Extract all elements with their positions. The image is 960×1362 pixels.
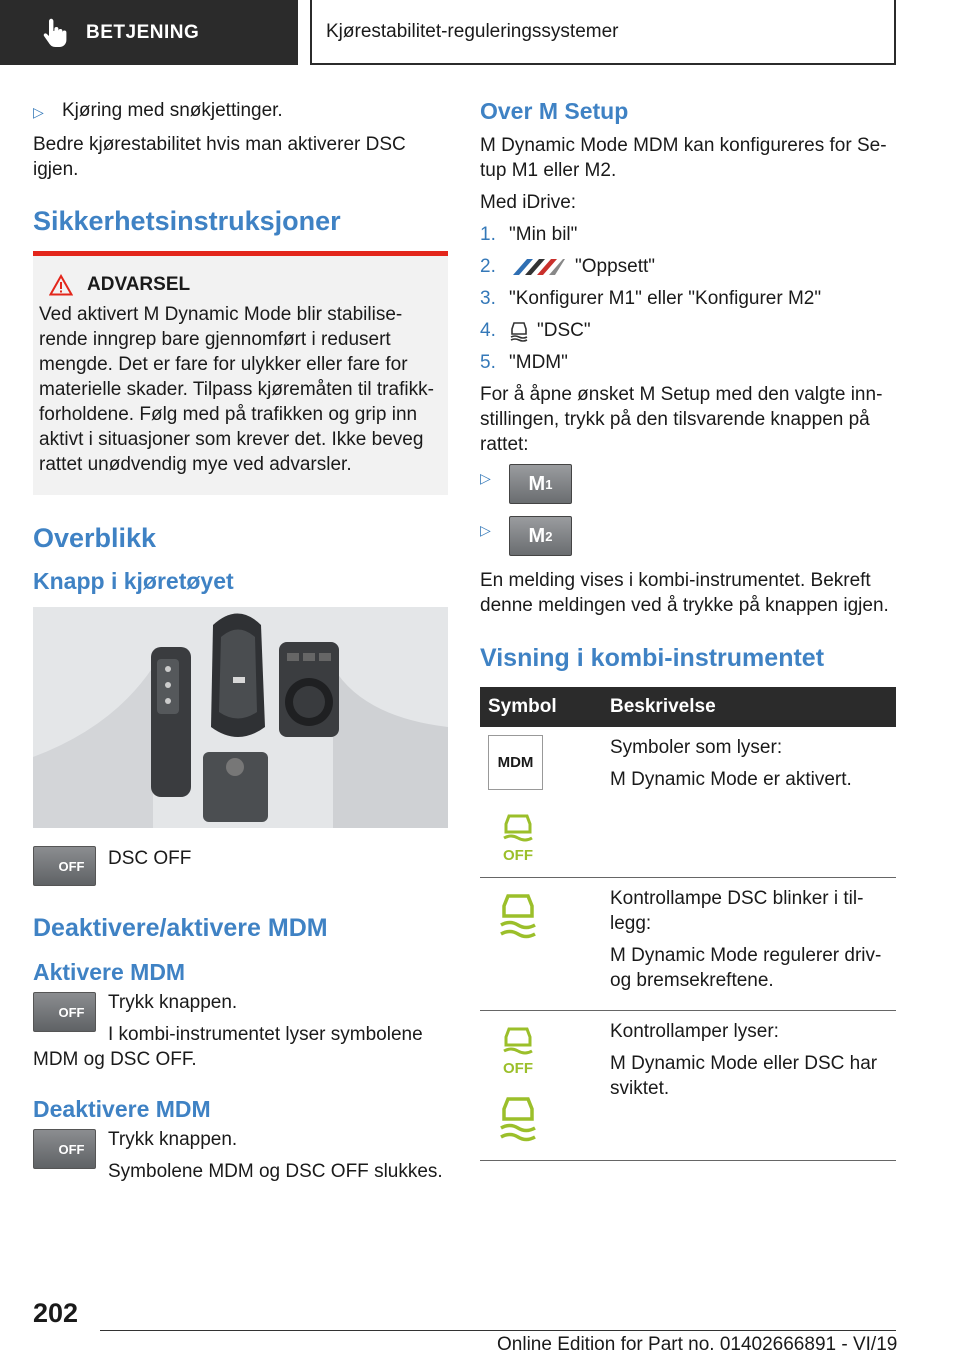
triangle-bullet-icon: ▷	[33, 104, 44, 120]
deactivate-step-1: Trykk knappen.	[108, 1129, 238, 1150]
m2-button-sup: 2	[545, 528, 553, 544]
dsc-off-green-text: OFF	[503, 847, 533, 864]
center-console-photo	[33, 607, 448, 828]
activate-block	[33, 990, 448, 1072]
triangle-bullet-icon: ▷	[480, 522, 491, 538]
paragraph: M Dynamic Mode MDM kan konfigureres for Setup M1 eller M2.	[480, 135, 887, 181]
step-text: "Konfigurer M1" eller "Konfigurer M2"	[509, 288, 822, 309]
heading-button-in-vehicle: Knapp i kjøretøyet	[33, 568, 234, 594]
warning-triangle-icon	[49, 274, 73, 296]
dsc-green-icon	[496, 892, 540, 942]
step-text: "MDM"	[509, 352, 568, 373]
step-item	[480, 222, 896, 247]
dsc-off-label: DSC OFF	[108, 848, 192, 869]
m1-button[interactable]	[509, 464, 572, 504]
description-line: M Dynamic Mode er aktivert.	[610, 769, 852, 790]
deactivate-block	[33, 1127, 448, 1184]
dsc-off-legend	[33, 846, 448, 886]
dsc-off-button[interactable]	[33, 1129, 96, 1169]
paragraph: En melding vises i kombi-instrumentet. Bekreft denne meldingen ved å trykke på knappen igjen.	[480, 570, 889, 616]
warning-title	[39, 274, 438, 296]
mdm-indicator	[488, 735, 543, 790]
step-number: 5.	[480, 352, 496, 373]
description-line: Kontrollamper lyser:	[610, 1020, 779, 1042]
step-item	[480, 254, 896, 279]
step-number: 4.	[480, 320, 496, 341]
section-label: BETJENING	[86, 21, 200, 43]
dsc-off-button-text: OFF	[58, 1141, 85, 1157]
m2-button[interactable]	[509, 516, 572, 556]
step-number: 1.	[480, 224, 496, 245]
section-tab	[0, 0, 298, 65]
edition-text: Online Edition for Part no. 01402666891 - VI/19	[497, 1334, 898, 1355]
step-number: 2.	[480, 256, 496, 277]
dsc-off-green-text: OFF	[503, 1059, 533, 1077]
dsc-off-button-text: OFF	[58, 858, 85, 874]
footer-divider	[100, 1330, 896, 1331]
chapter-title: Kjørestabilitet-reguleringssystemer	[326, 20, 619, 42]
paragraph: For å åpne ønsket M Setup med den valgte innstillingen, trykk på den tilsvarende knappen på rattet:	[480, 384, 883, 455]
dsc-car-icon	[509, 320, 529, 342]
symbol-cell	[480, 1010, 602, 1160]
activate-step-1: Trykk knappen.	[108, 992, 238, 1013]
mdm-indicator-text: MDM	[497, 754, 534, 771]
description-cell	[602, 727, 896, 877]
page-number: 202	[33, 1298, 79, 1328]
list-item	[33, 98, 448, 125]
column-header-symbol: Symbol	[480, 687, 602, 727]
dsc-green-icon	[496, 1095, 540, 1145]
description-line: Kontrollampe DSC blinker i tillegg:	[610, 887, 864, 934]
heading-display: Visning i kombi-instrumentet	[480, 644, 825, 672]
heading-deactivate-activate: Deaktivere/aktivere MDM	[33, 914, 328, 942]
dsc-off-green-icon	[498, 1025, 538, 1077]
description-line: M Dynamic Mode regulerer driv- og bremsekreftene.	[610, 944, 882, 991]
m-stripes-icon	[509, 257, 565, 277]
heading-m-setup: Over M Setup	[480, 98, 629, 124]
m1-item	[480, 464, 896, 504]
description-cell	[602, 1010, 896, 1160]
symbol-cell	[480, 727, 602, 877]
table-row	[480, 877, 896, 1010]
dsc-off-button[interactable]	[33, 992, 96, 1032]
idrive-label: Med iDrive:	[480, 192, 577, 213]
step-text: "Oppsett"	[575, 256, 656, 277]
hand-pointer-icon	[40, 18, 68, 48]
m1-button-label: M	[528, 472, 546, 495]
symbol-cell	[480, 877, 602, 1010]
right-column	[480, 98, 896, 1161]
heading-deactivate: Deaktivere MDM	[33, 1096, 211, 1122]
warning-text: Ved aktivert M Dynamic Mode blir stabiliserende inngrep bare gjennomført i redusert mengde. Det er fare for ulykker eller fare for materielle skader. Tilpass kjøremåten til trafikkforholdene. Følg med på trafikken og grip inn aktivt i situasjoner som krever det. Ikke beveg rattet unødvendig mye ved advarsler.	[39, 304, 434, 475]
column-header-description: Beskrivelse	[602, 687, 896, 727]
table-row	[480, 727, 896, 877]
step-item	[480, 286, 896, 311]
left-column	[33, 98, 448, 1191]
step-item	[480, 318, 896, 343]
table-row	[480, 1010, 896, 1160]
description-cell	[602, 877, 896, 1010]
activate-step-2: I kombi-instrumentet lyser symbolene MDM og DSC OFF.	[33, 1024, 423, 1070]
description-line: M Dynamic Mode eller DSC har sviktet.	[610, 1052, 878, 1099]
idrive-steps	[480, 222, 896, 375]
m1-button-sup: 1	[545, 476, 553, 492]
heading-safety: Sikkerhetsinstruksjoner	[33, 206, 341, 236]
step-item	[480, 350, 896, 375]
dsc-off-button[interactable]	[33, 846, 96, 886]
heading-activate: Aktivere MDM	[33, 959, 186, 985]
warning-title-text: ADVARSEL	[87, 274, 191, 295]
paragraph: Bedre kjørestabilitet hvis man aktiverer DSC igjen.	[33, 134, 406, 180]
step-number: 3.	[480, 288, 496, 309]
step-text: "Min bil"	[509, 224, 578, 245]
m2-item	[480, 516, 896, 556]
heading-overview: Overblikk	[33, 523, 157, 553]
deactivate-step-2: Symbolene MDM og DSC OFF slukkes.	[108, 1161, 443, 1182]
dsc-off-green-icon	[498, 812, 538, 864]
console-illustration	[33, 607, 448, 828]
chapter-header	[310, 0, 896, 65]
list-item-text: Kjøring med snøkjettinger.	[62, 100, 283, 121]
symbol-table	[480, 687, 896, 1161]
dsc-off-button-text: OFF	[58, 1004, 85, 1020]
warning-box	[33, 256, 448, 495]
description-line: Symboler som lyser:	[610, 737, 783, 758]
m2-button-label: M	[528, 524, 546, 547]
triangle-bullet-icon: ▷	[480, 470, 491, 486]
table-header-row	[480, 687, 896, 727]
step-text: "DSC"	[537, 320, 591, 341]
